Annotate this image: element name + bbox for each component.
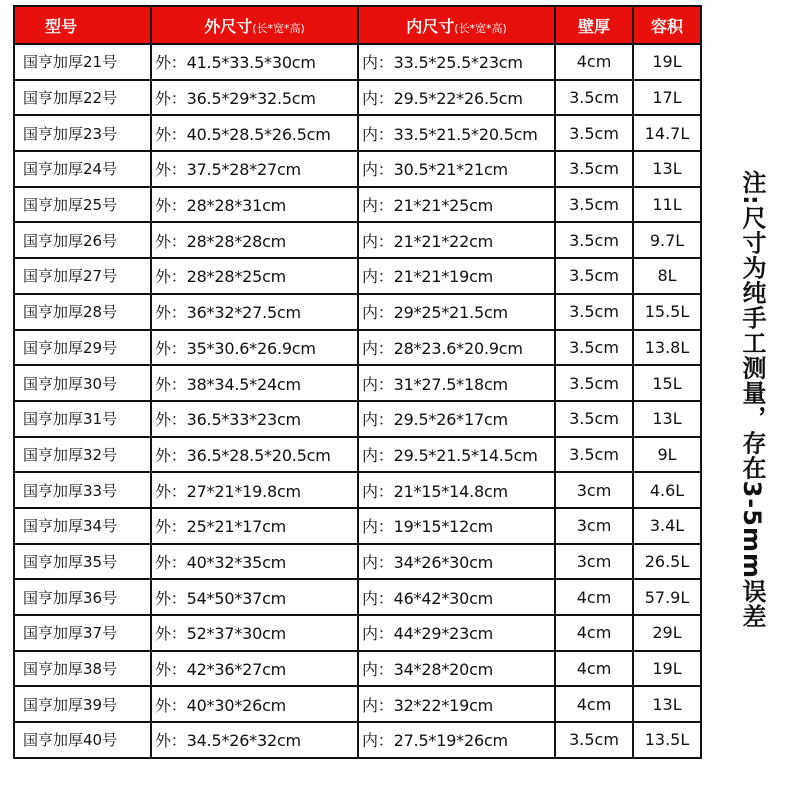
header-inner-label: 内尺寸: [406, 16, 455, 36]
inner-size-cell: 内：33.5*21.5*20.5cm: [358, 115, 555, 151]
volume-cell: 13.5L: [633, 722, 701, 758]
header-model: 型号: [14, 6, 151, 44]
volume-cell: 19L: [633, 651, 701, 687]
table-row: [14, 686, 701, 722]
measurement-note: 注:尺寸为纯手工测量，存在3-5mm误差: [738, 170, 766, 629]
inner-size-cell: 内：33.5*25.5*23cm: [358, 44, 555, 80]
volume-cell: 13L: [633, 151, 701, 187]
model-cell: 国亨加厚22号: [14, 80, 151, 116]
outer-size-cell: 外：42*36*27cm: [151, 651, 358, 687]
wall-thickness-cell: 4cm: [555, 615, 633, 651]
header-volume: 容积: [633, 6, 701, 44]
wall-thickness-cell: 3cm: [555, 508, 633, 544]
inner-size-cell: 内：29.5*26*17cm: [358, 401, 555, 437]
inner-size-cell: 内：21*21*25cm: [358, 187, 555, 223]
table-row: [14, 115, 701, 151]
inner-size-cell: 内：34*28*20cm: [358, 651, 555, 687]
inner-size-cell: 内：29*25*21.5cm: [358, 294, 555, 330]
inner-size-cell: 内：29.5*22*26.5cm: [358, 80, 555, 116]
model-cell: 国亨加厚38号: [14, 651, 151, 687]
volume-cell: 9.7L: [633, 222, 701, 258]
outer-size-cell: 外：38*34.5*24cm: [151, 365, 358, 401]
wall-thickness-cell: 3.5cm: [555, 80, 633, 116]
table-row: [14, 544, 701, 580]
model-cell: 国亨加厚23号: [14, 115, 151, 151]
model-cell: 国亨加厚32号: [14, 437, 151, 473]
header-inner: [358, 6, 555, 44]
model-cell: 国亨加厚24号: [14, 151, 151, 187]
outer-size-cell: 外：54*50*37cm: [151, 579, 358, 615]
model-cell: 国亨加厚25号: [14, 187, 151, 223]
table-row: [14, 651, 701, 687]
wall-thickness-cell: 3.5cm: [555, 187, 633, 223]
volume-cell: 9L: [633, 437, 701, 473]
wall-thickness-cell: 3.5cm: [555, 115, 633, 151]
wall-thickness-cell: 3.5cm: [555, 437, 633, 473]
wall-thickness-cell: 3.5cm: [555, 722, 633, 758]
outer-size-cell: 外：36*32*27.5cm: [151, 294, 358, 330]
outer-size-cell: 外：28*28*28cm: [151, 222, 358, 258]
outer-size-cell: 外：41.5*33.5*30cm: [151, 44, 358, 80]
outer-size-cell: 外：52*37*30cm: [151, 615, 358, 651]
wall-thickness-cell: 4cm: [555, 686, 633, 722]
wall-thickness-cell: 3.5cm: [555, 222, 633, 258]
table-body: [14, 44, 701, 758]
outer-size-cell: 外：37.5*28*27cm: [151, 151, 358, 187]
table-row: [14, 80, 701, 116]
inner-size-cell: 内：21*21*19cm: [358, 258, 555, 294]
outer-size-cell: 外：28*28*31cm: [151, 187, 358, 223]
outer-size-cell: 外：25*21*17cm: [151, 508, 358, 544]
volume-cell: 15.5L: [633, 294, 701, 330]
header-outer-label: 外尺寸: [204, 16, 253, 36]
volume-cell: 14.7L: [633, 115, 701, 151]
table-row: [14, 151, 701, 187]
inner-size-cell: 内：27.5*19*26cm: [358, 722, 555, 758]
model-cell: 国亨加厚27号: [14, 258, 151, 294]
wall-thickness-cell: 3.5cm: [555, 294, 633, 330]
model-cell: 国亨加厚36号: [14, 579, 151, 615]
outer-size-cell: 外：40.5*28.5*26.5cm: [151, 115, 358, 151]
inner-size-cell: 内：29.5*21.5*14.5cm: [358, 437, 555, 473]
volume-cell: 17L: [633, 80, 701, 116]
volume-cell: 8L: [633, 258, 701, 294]
model-cell: 国亨加厚31号: [14, 401, 151, 437]
table-row: [14, 722, 701, 758]
header-wall: 壁厚: [555, 6, 633, 44]
wall-thickness-cell: 3.5cm: [555, 258, 633, 294]
table-row: [14, 258, 701, 294]
outer-size-cell: 外：36.5*28.5*20.5cm: [151, 437, 358, 473]
model-cell: 国亨加厚29号: [14, 330, 151, 366]
header-outer-sub: (长*宽*高): [252, 21, 305, 35]
volume-cell: 15L: [633, 365, 701, 401]
table-row: [14, 187, 701, 223]
inner-size-cell: 内：30.5*21*21cm: [358, 151, 555, 187]
inner-size-cell: 内：46*42*30cm: [358, 579, 555, 615]
outer-size-cell: 外：40*32*35cm: [151, 544, 358, 580]
volume-cell: 11L: [633, 187, 701, 223]
wall-thickness-cell: 3.5cm: [555, 401, 633, 437]
inner-size-cell: 内：32*22*19cm: [358, 686, 555, 722]
model-cell: 国亨加厚21号: [14, 44, 151, 80]
model-cell: 国亨加厚34号: [14, 508, 151, 544]
wall-thickness-cell: 3cm: [555, 472, 633, 508]
table-row: [14, 365, 701, 401]
model-cell: 国亨加厚35号: [14, 544, 151, 580]
model-cell: 国亨加厚33号: [14, 472, 151, 508]
table-row: [14, 330, 701, 366]
model-cell: 国亨加厚40号: [14, 722, 151, 758]
table-row: [14, 472, 701, 508]
table-row: [14, 401, 701, 437]
table-row: [14, 44, 701, 80]
table-row: [14, 615, 701, 651]
inner-size-cell: 内：19*15*12cm: [358, 508, 555, 544]
wall-thickness-cell: 3cm: [555, 544, 633, 580]
table-header: [14, 6, 701, 44]
wall-thickness-cell: 3.5cm: [555, 330, 633, 366]
inner-size-cell: 内：21*15*14.8cm: [358, 472, 555, 508]
volume-cell: 3.4L: [633, 508, 701, 544]
model-cell: 国亨加厚39号: [14, 686, 151, 722]
wall-thickness-cell: 3.5cm: [555, 365, 633, 401]
model-cell: 国亨加厚37号: [14, 615, 151, 651]
table-row: [14, 294, 701, 330]
outer-size-cell: 外：40*30*26cm: [151, 686, 358, 722]
size-table: [13, 5, 702, 759]
table-row: [14, 437, 701, 473]
wall-thickness-cell: 4cm: [555, 44, 633, 80]
volume-cell: 29L: [633, 615, 701, 651]
model-cell: 国亨加厚30号: [14, 365, 151, 401]
outer-size-cell: 外：36.5*29*32.5cm: [151, 80, 358, 116]
table-row: [14, 579, 701, 615]
header-inner-sub: (长*宽*高): [454, 21, 507, 35]
volume-cell: 26.5L: [633, 544, 701, 580]
volume-cell: 57.9L: [633, 579, 701, 615]
volume-cell: 13L: [633, 686, 701, 722]
outer-size-cell: 外：28*28*25cm: [151, 258, 358, 294]
volume-cell: 13L: [633, 401, 701, 437]
outer-size-cell: 外：27*21*19.8cm: [151, 472, 358, 508]
header-row: [14, 6, 701, 44]
wall-thickness-cell: 3.5cm: [555, 151, 633, 187]
volume-cell: 4.6L: [633, 472, 701, 508]
wall-thickness-cell: 4cm: [555, 651, 633, 687]
table-row: [14, 508, 701, 544]
outer-size-cell: 外：36.5*33*23cm: [151, 401, 358, 437]
inner-size-cell: 内：28*23.6*20.9cm: [358, 330, 555, 366]
outer-size-cell: 外：35*30.6*26.9cm: [151, 330, 358, 366]
inner-size-cell: 内：31*27.5*18cm: [358, 365, 555, 401]
model-cell: 国亨加厚28号: [14, 294, 151, 330]
model-cell: 国亨加厚26号: [14, 222, 151, 258]
inner-size-cell: 内：34*26*30cm: [358, 544, 555, 580]
header-outer: [151, 6, 358, 44]
wall-thickness-cell: 4cm: [555, 579, 633, 615]
volume-cell: 19L: [633, 44, 701, 80]
outer-size-cell: 外：34.5*26*32cm: [151, 722, 358, 758]
table-row: [14, 222, 701, 258]
inner-size-cell: 内：44*29*23cm: [358, 615, 555, 651]
inner-size-cell: 内：21*21*22cm: [358, 222, 555, 258]
volume-cell: 13.8L: [633, 330, 701, 366]
